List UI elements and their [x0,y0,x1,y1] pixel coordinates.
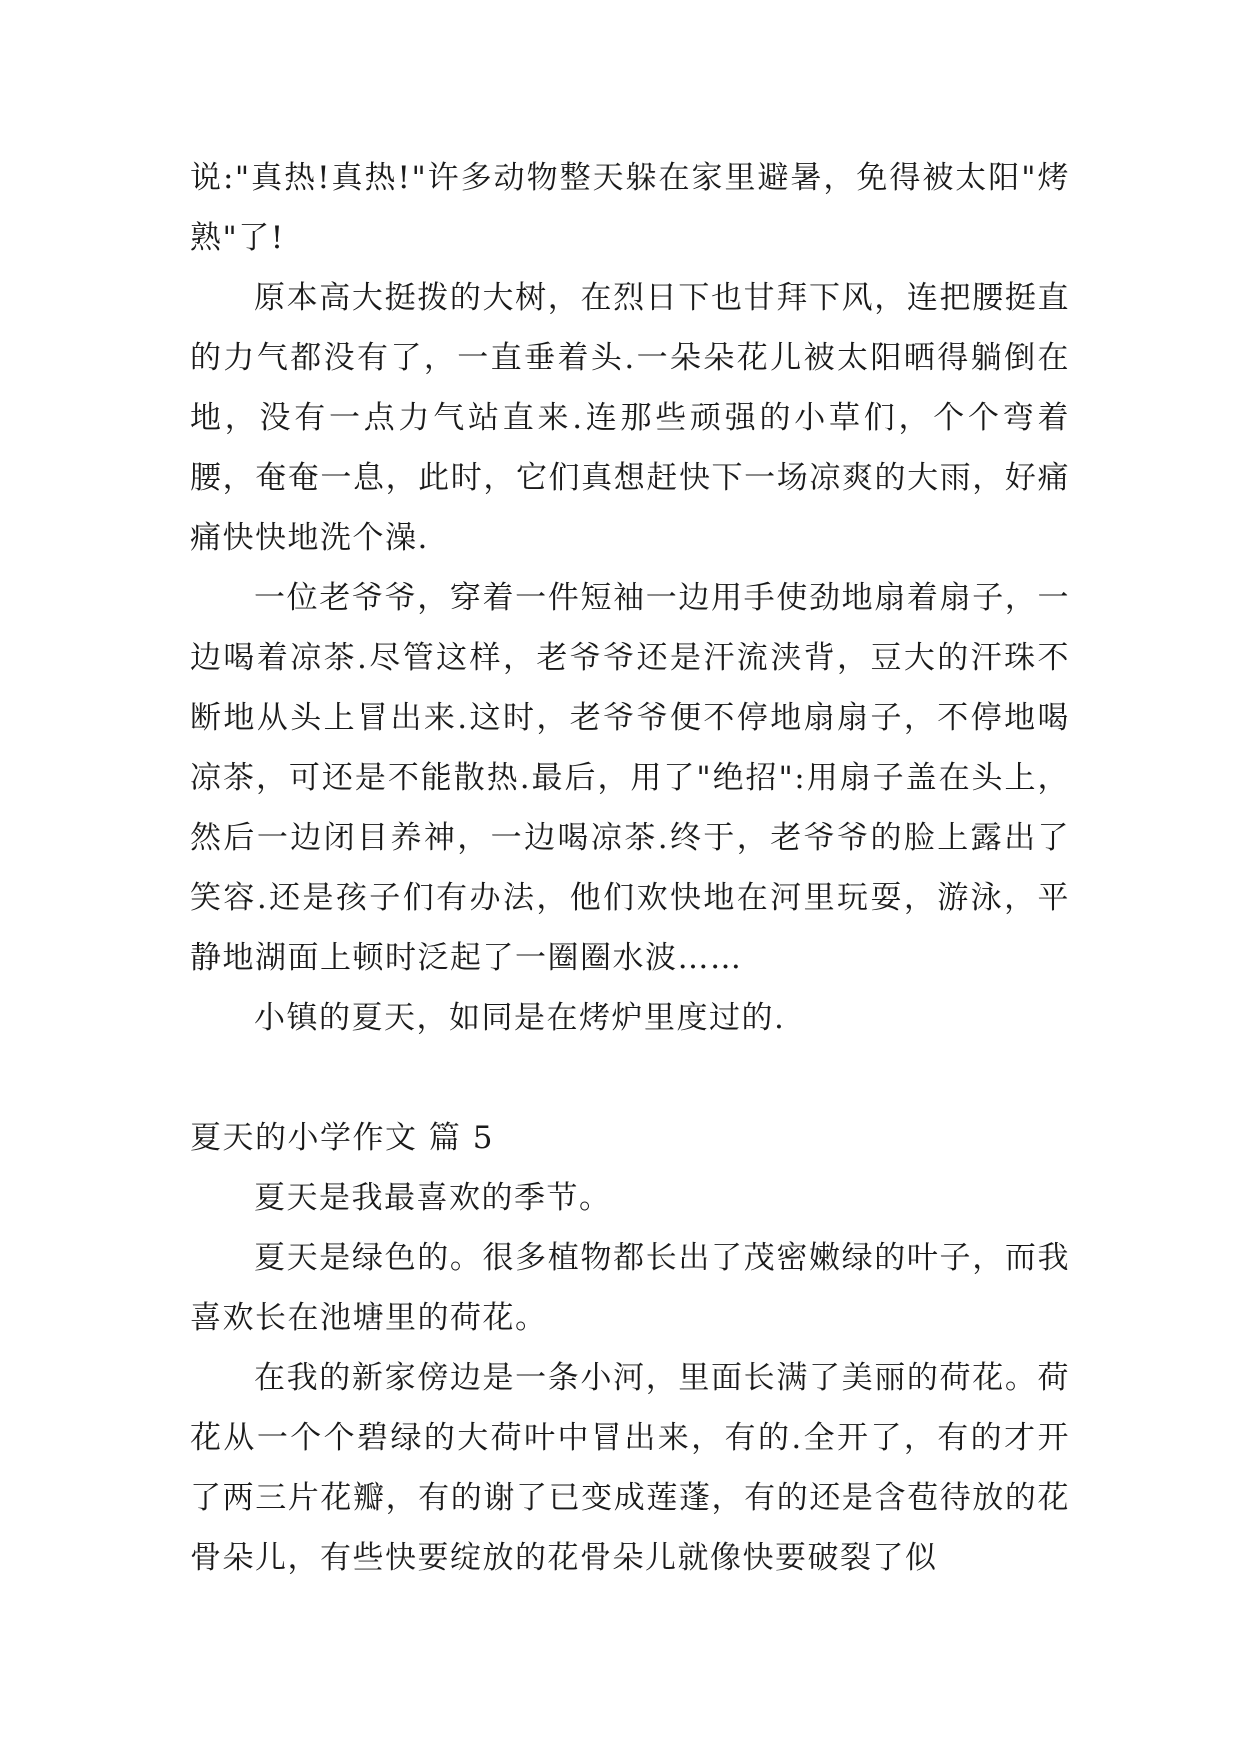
paragraph: 夏天是绿色的。很多植物都长出了茂密嫩绿的叶子，而我喜欢长在池塘里的荷花。 [190,1240,1070,1336]
paragraph: 夏天是我最喜欢的季节。 [254,1180,612,1216]
document-page [190,148,1070,1588]
section-spacer [190,1048,1070,1108]
paragraph: 一位老爷爷，穿着一件短袖一边用手使劲地扇着扇子，一边喝着凉茶.尽管这样，老爷爷还是汗流浃背，豆大的汗珠不断地从头上冒出来.这时，老爷爷便不停地扇扇子，不停地喝凉茶，可还是不能散热.最后，用了"绝招":用扇子盖在头上，然后一边闭目养神，一边喝凉茶.终于，老爷爷的脸上露出了笑容.还是孩子们有办法，他们欢快地在河里玩耍，游泳，平静地湖面上顿时泛起了一圈圈水波…… [190,580,1070,976]
section-title: 夏天的小学作文 篇 5 [190,1120,494,1156]
paragraph: 小镇的夏天，如同是在烤炉里度过的. [254,1000,786,1036]
paragraph: 说:"真热!真热!"许多动物整天躲在家里避暑，免得被太阳"烤熟"了! [190,160,1070,256]
paragraph: 原本高大挺拨的大树，在烈日下也甘拜下风，连把腰挺直的力气都没有了，一直垂着头.一朵朵花儿被太阳晒得躺倒在地，没有一点力气站直来.连那些顽强的小草们，个个弯着腰，奄奄一息，此时，它们真想赶快下一场凉爽的大雨，好痛痛快快地洗个澡. [190,280,1070,556]
paragraph: 在我的新家傍边是一条小河，里面长满了美丽的荷花。荷花从一个个碧绿的大荷叶中冒出来，有的.全开了，有的才开了两三片花瓣，有的谢了已变成莲蓬，有的还是含苞待放的花骨朵儿，有些快要绽放的花骨朵儿就像快要破裂了似 [190,1360,1070,1576]
